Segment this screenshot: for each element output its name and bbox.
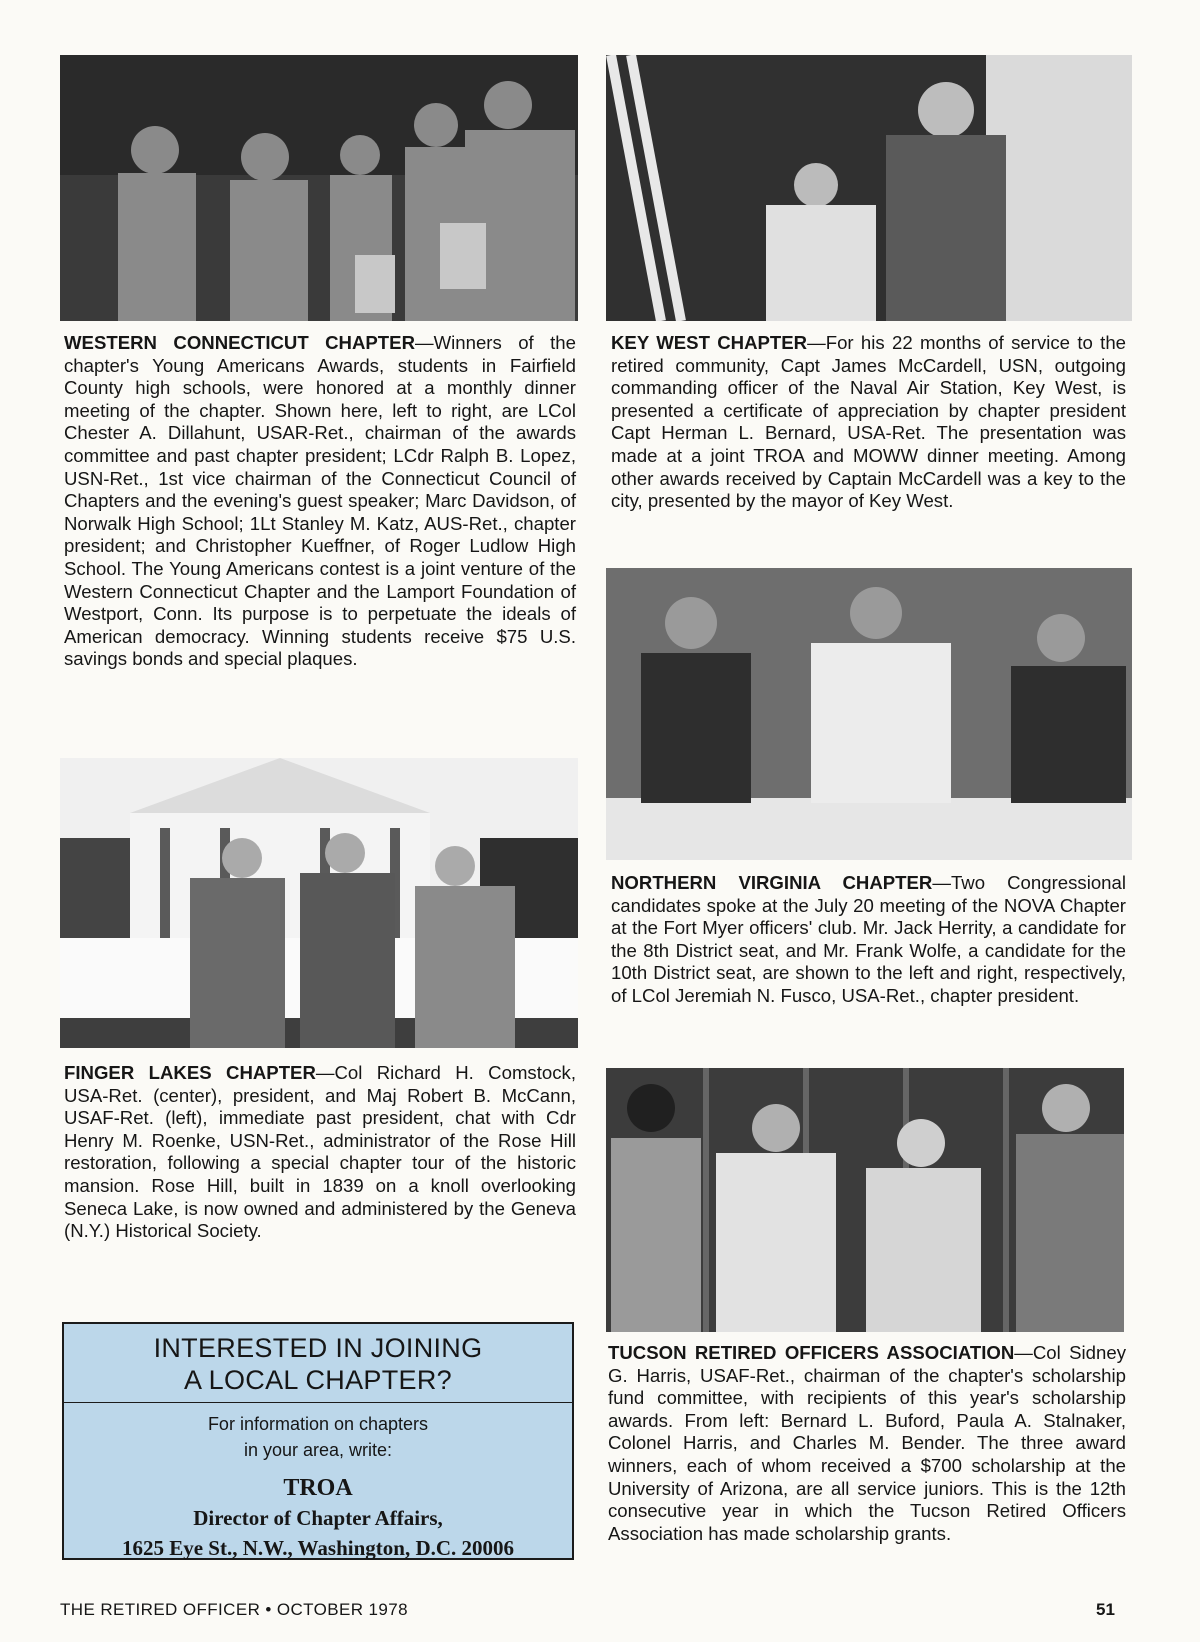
photo-northern-virginia [606, 568, 1132, 860]
photo-finger-lakes [60, 758, 578, 1048]
caption-body: —Two Congressional candidates spoke at the July 20 meeting of the NOVA Chapter at the Fort Myer officers' club. Mr. Jack Herrity, a candidate for the 8th District seat, and Mr. Frank Wolfe, a candidate for the 10th District seat, are shown to the left and right, respectively, of LCol Jeremiah N. Fusco, USA-Ret., chapter president. [611, 872, 1126, 1006]
caption-heading: NORTHERN VIRGINIA CHAPTER [611, 872, 933, 893]
caption-body: —Winners of the chapter's Young Americans Awards, students in Fairfield County high schools, were honored at a monthly dinner meeting of the chapter. Shown here, left to right, are LCol Chester A. Dillahunt, USAR-Ret., chairman of the awards committee and past chapter president; LCdr Ralph B. Lopez, USN-Ret., 1st vice chairman of the Connecticut Council of Chapters and the evening's guest speaker; Marc Davidson, of Norwalk High School; 1Lt Stanley M. Katz, AUS-Ret., chapter president; and Christopher Kueffner, of Roger Ludlow High School. The Young Americans contest is a joint venture of the Western Connecticut Chapter and the Lamport Foundation of Westport, Conn. Its purpose is to perpetuate the ideals of American democracy. Winning students receive $75 U.S. savings bonds and special plaques. [64, 332, 576, 670]
join-box-org: TROA [283, 1475, 353, 1501]
photo-tucson [606, 1068, 1124, 1332]
photo-western-connecticut [60, 55, 578, 321]
caption-body: —For his 22 months of service to the retired community, Capt James McCardell, USN, outgoing commanding officer of the Naval Air Station, Key West, is presented a certificate of appreciation by chapter president Capt Herman L. Bernard, USA-Ret. The presentation was made at a joint TROA and MOWW dinner meeting. Among other awards received by Captain McCardell was a key to the city, presented by the mayor of Key West. [611, 332, 1127, 512]
caption-western-connecticut [64, 332, 576, 671]
caption-heading: FINGER LAKES CHAPTER [64, 1062, 316, 1083]
caption-key-west [611, 332, 1126, 513]
join-title-line2: A LOCAL CHAPTER? [184, 1365, 452, 1395]
caption-body: —Col Richard H. Comstock, USA-Ret. (center), president, and Maj Robert B. McCann, USAF-Ret. (left), immediate past president, chat with Cdr Henry M. Roenke, USN-Ret., administrator of the Rose Hill restoration, following a special chapter tour of the historic mansion. Rose Hill, built in 1839 on a knoll overlooking Seneca Lake, is now owned and administered by the Geneva (N.Y.) Historical Society. [64, 1062, 576, 1242]
join-info-line2: in your area, write: [243, 1440, 393, 1460]
join-title-line1: INTERESTED IN JOINING [153, 1333, 483, 1363]
join-chapter-box [62, 1322, 574, 1560]
join-box-address: 1625 Eye St., N.W., Washington, D.C. 20006 [121, 1536, 515, 1560]
caption-tucson [608, 1342, 1126, 1545]
join-box-info [64, 1403, 572, 1463]
join-info-line1: For information on chapters [207, 1414, 429, 1434]
caption-body: —Col Sidney G. Harris, USAF-Ret., chairman of the chapter's scholarship fund committee, with recipients of this year's scholarship awards. From left: Bernard L. Buford, Paula A. Stalnaker, Colonel Harris, and Charles M. Bender. The three award winners, each of whom received a $700 scholarship at the University of Arizona, are all service juniors. This is the 12th consecutive year in which the Tucson Retired Officers Association has made scholarship grants. [608, 1342, 1126, 1544]
join-box-director: Director of Chapter Affairs, [193, 1506, 443, 1530]
caption-heading: KEY WEST CHAPTER [611, 332, 808, 353]
caption-northern-virginia [611, 872, 1126, 1008]
join-box-title [64, 1324, 572, 1396]
footer-page-number: 51 [1096, 1600, 1115, 1619]
caption-heading: TUCSON RETIRED OFFICERS ASSOCIATION [608, 1342, 1015, 1363]
footer-publication: THE RETIRED OFFICER • OCTOBER 1978 [60, 1600, 408, 1619]
caption-heading: WESTERN CONNECTICUT CHAPTER [64, 332, 415, 353]
photo-key-west [606, 55, 1132, 321]
caption-finger-lakes [64, 1062, 576, 1243]
